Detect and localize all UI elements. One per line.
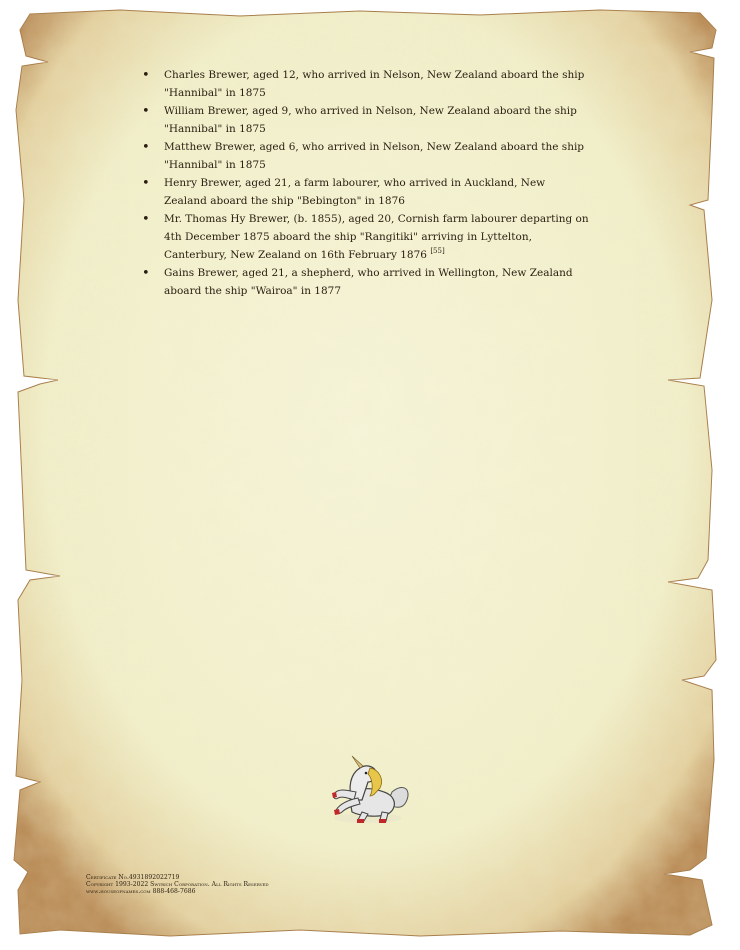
migrant-entry-text: William Brewer, aged 9, who arrived in Nelson, New Zealand aboard the ship "Hannibal" in 1875 — [164, 105, 577, 135]
unicorn-crest-icon — [322, 752, 414, 826]
migrant-list — [140, 66, 590, 300]
migrant-entry-text: Mr. Thomas Hy Brewer, (b. 1855), aged 20, Cornish farm labourer departing on 4th December 1875 aboard the ship "Rangitiki" arriving in Lyttelton, Canterbury, New Zealand on 16th February 1876 — [164, 213, 589, 261]
list-item — [140, 210, 590, 264]
copyright-notice: Copyright 1993-2022 Swyrich Corporation. All Rights Reserved — [86, 881, 269, 888]
migrant-entry-text: Matthew Brewer, aged 6, who arrived in Nelson, New Zealand aboard the ship "Hannibal" in 1875 — [164, 141, 585, 171]
certificate-footer — [86, 874, 269, 895]
contact-line: www.houseofnames.com 888-468-7686 — [86, 888, 196, 895]
list-item — [140, 102, 590, 138]
list-item — [140, 264, 590, 300]
migrant-entry-text: Charles Brewer, aged 12, who arrived in Nelson, New Zealand aboard the ship "Hannibal" in 1875 — [164, 69, 585, 99]
migrant-entry-text: Henry Brewer, aged 21, a farm labourer, who arrived in Auckland, New Zealand aboard the ship "Bebington" in 1876 — [164, 177, 546, 207]
list-item — [140, 138, 590, 174]
footnote-link[interactable]: [55] — [430, 246, 445, 255]
migrant-entry-text: Gains Brewer, aged 21, a shepherd, who arrived in Wellington, New Zealand aboard the ship "Wairoa" in 1877 — [164, 267, 573, 297]
list-item — [140, 66, 590, 102]
list-item — [140, 174, 590, 210]
certificate-number: Certificate No.4931892022719 — [86, 874, 180, 881]
